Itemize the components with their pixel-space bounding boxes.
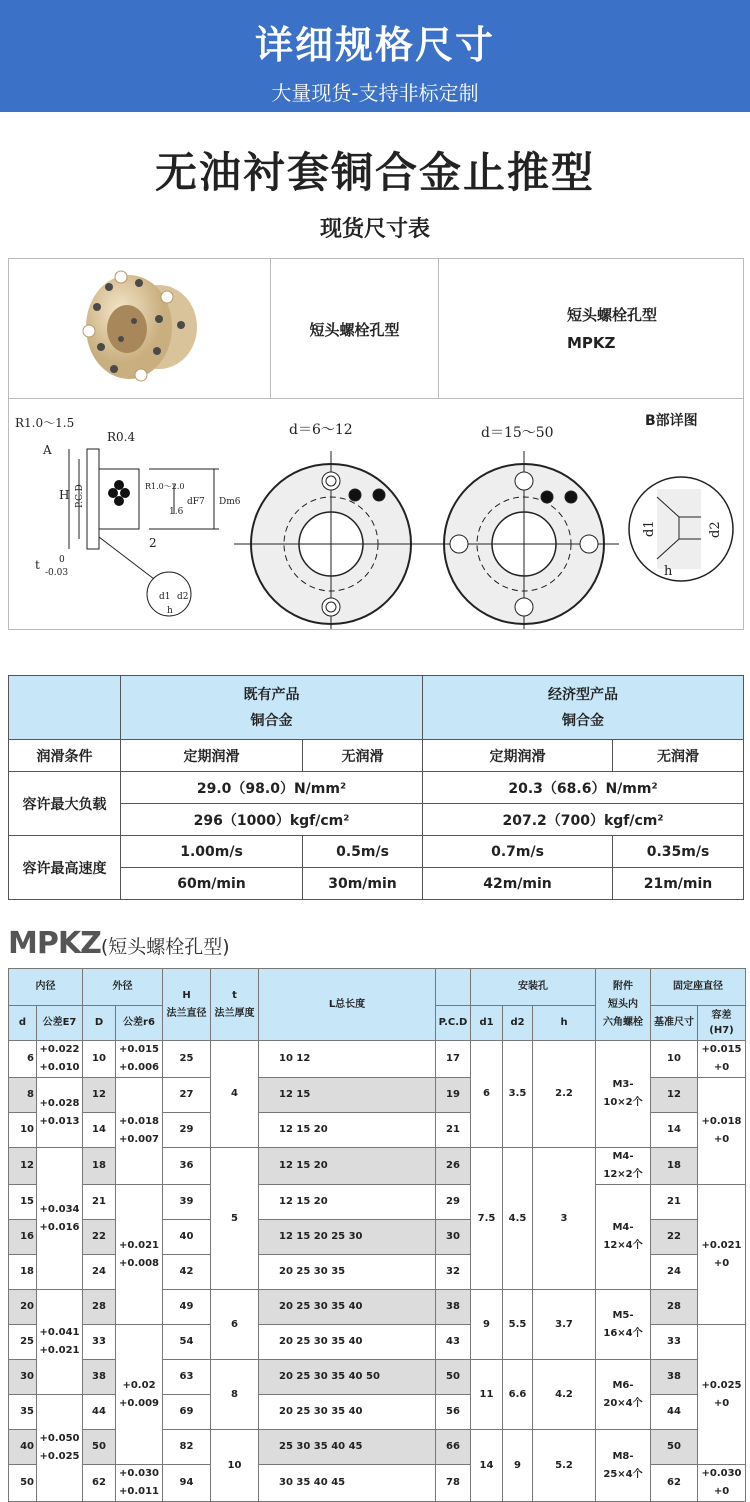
th-H-label: 法兰直径 [166, 1007, 207, 1019]
cell-r6: +0.02 +0.009 [116, 1325, 163, 1465]
type-name: 短头螺栓孔型 [309, 320, 400, 339]
cell-L: 12 15 20 [259, 1185, 436, 1220]
cell-H: 36 [163, 1148, 211, 1185]
model-code: MPKZ [567, 334, 616, 352]
label-pcd: P.C.D [75, 484, 85, 508]
cell-d: 10 [9, 1113, 37, 1148]
product-title: 无油衬套铜合金止推型 [154, 148, 595, 197]
product-image [9, 259, 271, 399]
cell-D: 10 [83, 1041, 116, 1078]
th-base: 基准尺寸 [651, 1006, 698, 1041]
cell: 0.5m/s [303, 836, 423, 868]
cell-pcd: 26 [436, 1148, 471, 1185]
cell-pcd: 17 [436, 1041, 471, 1078]
cell-base: 38 [651, 1360, 698, 1395]
cell-D: 38 [83, 1360, 116, 1395]
dimension-table [8, 968, 746, 1502]
detail-label: B部详图 [645, 413, 698, 429]
col-existing-material: 铜合金 [250, 712, 293, 729]
cell-pcd: 30 [436, 1220, 471, 1255]
cell-D: 44 [83, 1395, 116, 1430]
cell-d: 8 [9, 1078, 37, 1113]
cell-e7: +0.041 +0.021 [37, 1290, 83, 1395]
cell-h7: +0.030 +0 [698, 1465, 746, 1502]
label-h-small: h [167, 606, 173, 616]
cell-h7: +0.025 +0 [698, 1325, 746, 1465]
cell-d2: 9 [503, 1430, 533, 1502]
cell-d: 15 [9, 1185, 37, 1220]
label-d1-small: d1 [159, 592, 171, 602]
th-e7: 公差E7 [37, 1006, 83, 1041]
cell-L: 25 30 35 40 45 [259, 1430, 436, 1465]
cell-D: 12 [83, 1078, 116, 1113]
cell-L: 12 15 [259, 1078, 436, 1113]
performance-table [8, 675, 744, 900]
label-d1: d1 [642, 520, 657, 537]
cell-t: 10 [211, 1430, 259, 1502]
cell-base: 10 [651, 1041, 698, 1078]
label-df7: dF7 [187, 497, 205, 507]
cell-pcd: 78 [436, 1465, 471, 1502]
cell-d2: 5.5 [503, 1290, 533, 1360]
label-h: H [59, 488, 70, 502]
th-d: d [9, 1006, 37, 1041]
table-row [9, 1041, 746, 1078]
cell-d1: 11 [471, 1360, 503, 1430]
cell-L: 20 25 30 35 40 50 [259, 1360, 436, 1395]
label-tol0: 0 [59, 555, 65, 565]
cell-d: 12 [9, 1148, 37, 1185]
cell-L: 12 15 20 [259, 1113, 436, 1148]
cell-base: 22 [651, 1220, 698, 1255]
table-title: 现货尺寸表 [319, 217, 430, 242]
cell-L: 20 25 30 35 40 [259, 1395, 436, 1430]
cell: 296（1000）kgf/cm² [121, 804, 423, 836]
type-name-cell [271, 259, 439, 399]
th-H [163, 969, 211, 1041]
th-mount: 安装孔 [471, 969, 596, 1006]
cell-L: 12 15 20 [259, 1148, 436, 1185]
section-model: MPKZ [8, 926, 101, 961]
cell-d: 50 [9, 1465, 37, 1502]
cell-pcd: 43 [436, 1325, 471, 1360]
cell-h7: +0.021 +0 [698, 1185, 746, 1325]
cell: 1.00m/s [121, 836, 303, 868]
th-inner: 内径 [9, 969, 83, 1006]
flange-view-large [429, 451, 619, 629]
cell: 30m/min [303, 868, 423, 900]
col-economy: 经济型产品 [548, 686, 618, 703]
model-cell [439, 259, 743, 399]
th-d1: d1 [471, 1006, 503, 1041]
label-16: 1.6 [169, 507, 184, 517]
cell-base: 14 [651, 1113, 698, 1148]
side-view-drawing [69, 449, 219, 616]
cell-L: 20 25 30 35 40 [259, 1290, 436, 1325]
th-h: h [533, 1006, 596, 1041]
label-2: 2 [149, 536, 157, 550]
cell-t: 6 [211, 1290, 259, 1360]
cell-base: 21 [651, 1185, 698, 1220]
header-title: 详细规格尺寸 [254, 23, 495, 67]
cell-h7: +0.018 +0 [698, 1078, 746, 1185]
col-existing: 既有产品 [243, 686, 300, 703]
cell-d: 6 [9, 1041, 37, 1078]
flange-view-small [234, 451, 429, 629]
cell-L: 20 25 30 35 [259, 1255, 436, 1290]
th-bolt [596, 969, 651, 1041]
cell-H: 49 [163, 1290, 211, 1325]
th-bolt-2: 短头内 [608, 998, 639, 1010]
th-t-sym: t [232, 989, 237, 1001]
th-h7-2: (H7) [709, 1025, 734, 1036]
cell-r6: +0.018 +0.007 [116, 1078, 163, 1185]
cell-bolt: M5- 16×4个 [596, 1290, 651, 1360]
cell-e7: +0.050 +0.025 [37, 1395, 83, 1502]
cell-bolt: M4- 12×4个 [596, 1185, 651, 1290]
cell-base: 12 [651, 1078, 698, 1113]
cell-pcd: 19 [436, 1078, 471, 1113]
cell: 60m/min [121, 868, 303, 900]
label-tol003: -0.03 [45, 568, 69, 578]
cell: 无润滑 [613, 740, 744, 772]
header-subtitle: 大量现货-支持非标定制 [271, 81, 479, 105]
cell: 0.7m/s [423, 836, 613, 868]
cell-d1: 9 [471, 1290, 503, 1360]
th-pcd: P.C.D [436, 1006, 471, 1041]
cell-d: 25 [9, 1325, 37, 1360]
cell-bolt: M3- 10×2个 [596, 1041, 651, 1148]
cell-H: 29 [163, 1113, 211, 1148]
th-h7-1: 容差 [711, 1010, 732, 1021]
cell-d: 20 [9, 1290, 37, 1325]
cell-pcd: 21 [436, 1113, 471, 1148]
label-dm6: Dm6 [219, 497, 241, 507]
cell-base: 24 [651, 1255, 698, 1290]
bushing-image [9, 259, 271, 399]
cell: 定期润滑 [121, 740, 303, 772]
cell-d: 40 [9, 1430, 37, 1465]
cell-t: 5 [211, 1148, 259, 1290]
cell-d2: 3.5 [503, 1041, 533, 1148]
cell-H: 82 [163, 1430, 211, 1465]
range-label-1: d＝6～12 [289, 422, 353, 438]
cell-H: 54 [163, 1325, 211, 1360]
cell-r6: +0.021 +0.008 [116, 1185, 163, 1325]
cell-d: 18 [9, 1255, 37, 1290]
label-d2-small: d2 [177, 592, 189, 602]
cell-t: 8 [211, 1360, 259, 1430]
cell-pcd: 50 [436, 1360, 471, 1395]
cell-e7: +0.034 +0.016 [37, 1148, 83, 1290]
cell-h7: +0.015 +0 [698, 1041, 746, 1078]
cell-H: 27 [163, 1078, 211, 1113]
section-heading [8, 926, 230, 961]
cell-pcd: 56 [436, 1395, 471, 1430]
cell-base: 44 [651, 1395, 698, 1430]
cell-h: 3.7 [533, 1290, 596, 1360]
cell-H: 40 [163, 1220, 211, 1255]
cell-D: 28 [83, 1290, 116, 1325]
cell-d2: 4.5 [503, 1148, 533, 1290]
cell-base: 50 [651, 1430, 698, 1465]
cell-d2: 6.6 [503, 1360, 533, 1430]
th-t [211, 969, 259, 1041]
cell-H: 94 [163, 1465, 211, 1502]
row-label: 容许最大负载 [9, 772, 121, 836]
cell-r6: +0.030 +0.011 [116, 1465, 163, 1502]
cell-h: 3 [533, 1148, 596, 1290]
cell-H: 63 [163, 1360, 211, 1395]
cell: 21m/min [613, 868, 744, 900]
th-bolt-1: 附件 [613, 980, 634, 992]
cell-D: 18 [83, 1148, 116, 1185]
th-H-sym: H [182, 989, 191, 1001]
cell-h: 2.2 [533, 1041, 596, 1148]
th-d2: d2 [503, 1006, 533, 1041]
cell: 无润滑 [303, 740, 423, 772]
label-d2: d2 [708, 521, 723, 538]
cell-base: 33 [651, 1325, 698, 1360]
cell-e7: +0.028 +0.013 [37, 1078, 83, 1148]
cell-base: 18 [651, 1148, 698, 1185]
label-a: A [43, 443, 52, 457]
cell-D: 33 [83, 1325, 116, 1360]
header-banner [0, 0, 750, 112]
cell-L: 10 12 [259, 1041, 436, 1078]
cell-e7: +0.022 +0.010 [37, 1041, 83, 1078]
label-r20: R1.0～2.0 [145, 482, 185, 491]
cell-d1: 6 [471, 1041, 503, 1148]
table-row [9, 1185, 746, 1220]
cell-D: 24 [83, 1255, 116, 1290]
th-h7 [698, 1006, 746, 1041]
cell-r6: +0.015 +0.006 [116, 1041, 163, 1078]
th-D: D [83, 1006, 116, 1041]
cell-bolt: M8- 25×4个 [596, 1430, 651, 1502]
label-r04: R0.4 [107, 430, 136, 444]
technical-drawing [9, 399, 743, 629]
th-bolt-3: 六角螺栓 [603, 1016, 644, 1028]
cell-H: 25 [163, 1041, 211, 1078]
cell: 29.0（98.0）N/mm² [121, 772, 423, 804]
cell-h: 4.2 [533, 1360, 596, 1430]
range-label-2: d＝15～50 [481, 425, 554, 441]
cell-h: 5.2 [533, 1430, 596, 1502]
th-fix: 固定座直径 [651, 969, 746, 1006]
cell-L: 12 15 20 25 30 [259, 1220, 436, 1255]
cell-D: 21 [83, 1185, 116, 1220]
cell-base: 28 [651, 1290, 698, 1325]
cell-H: 42 [163, 1255, 211, 1290]
label-h-detail: h [664, 564, 673, 579]
col-economy-material: 铜合金 [562, 712, 604, 729]
row-label: 润滑条件 [9, 740, 121, 772]
label-r1: R1.0～1.5 [15, 416, 75, 430]
cell-bolt: M6- 20×4个 [596, 1360, 651, 1430]
type-name-2: 短头螺栓孔型 [567, 306, 658, 324]
cell-D: 14 [83, 1113, 116, 1148]
cell-d: 16 [9, 1220, 37, 1255]
cell: 0.35m/s [613, 836, 744, 868]
cell-L: 20 25 30 35 40 [259, 1325, 436, 1360]
cell-pcd: 66 [436, 1430, 471, 1465]
cell-bolt: M4- 12×2个 [596, 1148, 651, 1185]
product-overview [8, 258, 744, 630]
cell-pcd: 38 [436, 1290, 471, 1325]
cell: 42m/min [423, 868, 613, 900]
th-r6: 公差r6 [116, 1006, 163, 1041]
cell-L: 30 35 40 45 [259, 1465, 436, 1502]
row-label: 容许最高速度 [9, 836, 121, 900]
cell: 定期润滑 [423, 740, 613, 772]
cell-H: 69 [163, 1395, 211, 1430]
cell-D: 50 [83, 1430, 116, 1465]
th-L: L总长度 [259, 969, 436, 1041]
cell: 20.3（68.6）N/mm² [423, 772, 744, 804]
th-outer: 外径 [83, 969, 163, 1006]
cell-d1: 14 [471, 1430, 503, 1502]
cell: 207.2（700）kgf/cm² [423, 804, 744, 836]
cell-pcd: 29 [436, 1185, 471, 1220]
cell-base: 62 [651, 1465, 698, 1502]
cell-H: 39 [163, 1185, 211, 1220]
cell-t: 4 [211, 1041, 259, 1148]
cell-pcd: 32 [436, 1255, 471, 1290]
th-t-label: 法兰厚度 [214, 1007, 255, 1019]
section-name: (短头螺栓孔型) [100, 936, 230, 958]
cell-d1: 7.5 [471, 1148, 503, 1290]
cell-D: 62 [83, 1465, 116, 1502]
label-t: t [35, 558, 40, 572]
cell-d: 35 [9, 1395, 37, 1430]
cell-d: 30 [9, 1360, 37, 1395]
cell-D: 22 [83, 1220, 116, 1255]
